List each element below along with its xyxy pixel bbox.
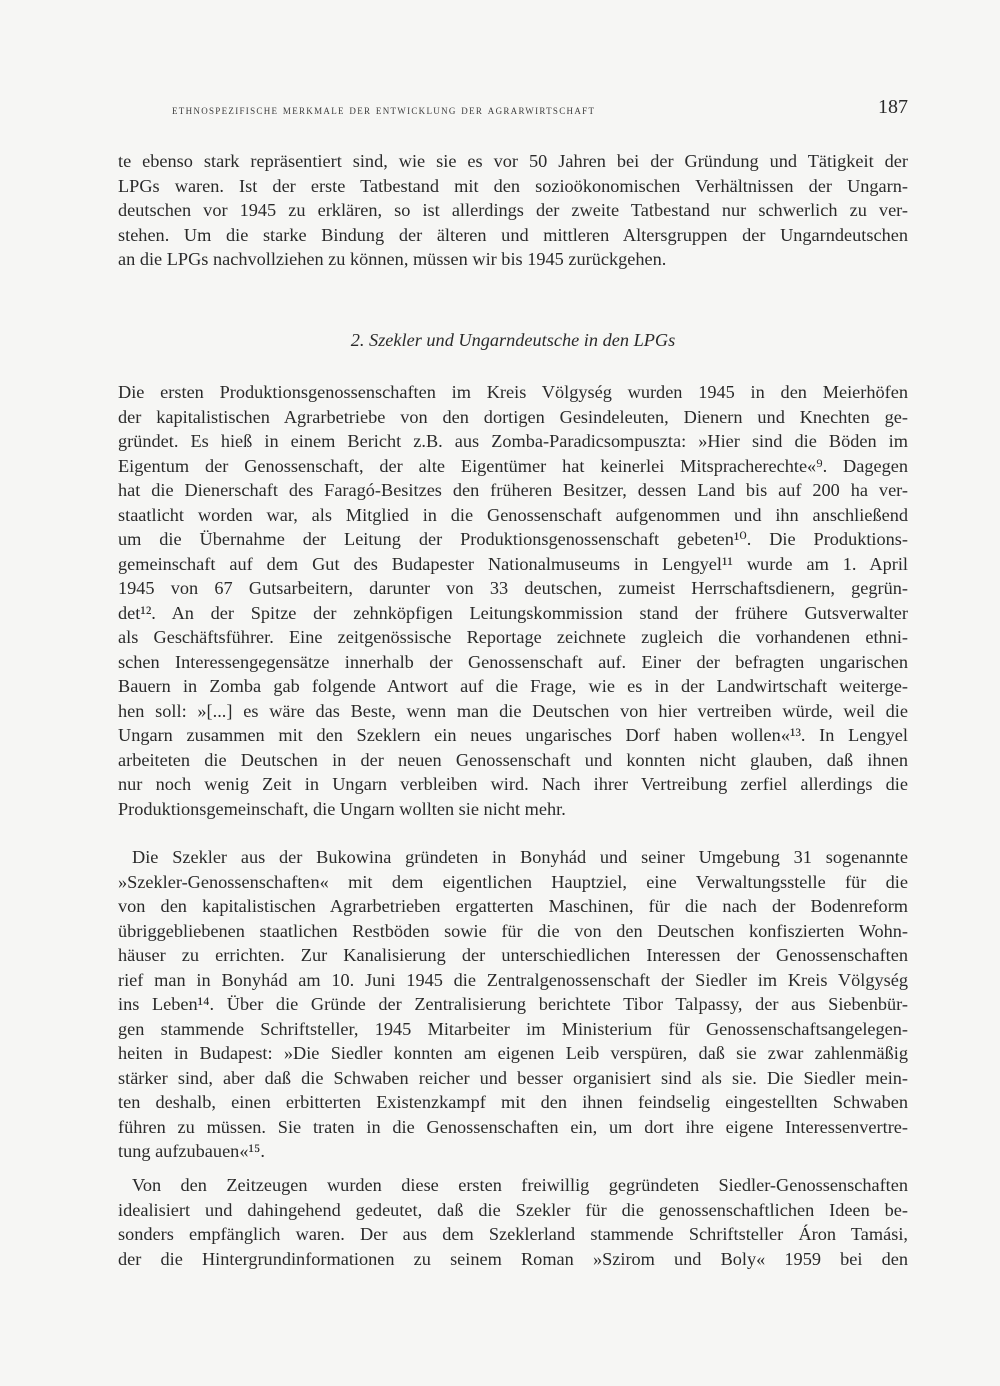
text-line: hen soll: »[...] es wäre das Beste, wenn man die Deutschen von hier vertreiben würde, weil die bbox=[118, 700, 908, 721]
text-line: »Szekler-Genossenschaften« mit dem eigentlichen Hauptziel, eine Verwaltungsstelle für die bbox=[118, 871, 908, 892]
text-line: tung aufzubauen«¹⁵. bbox=[118, 1141, 265, 1161]
text-line: hat die Dienerschaft des Faragó-Besitzes den früheren Besitzer, dessen Land bis auf 200 ha ver- bbox=[118, 480, 908, 500]
text-line: Von den Zeitzeugen wurden diese ersten freiwillig gegründeten Siedler-Genossenschaften bbox=[132, 1175, 908, 1195]
text-line: übriggebliebenen staatlichen Restböden sowie für die von den Deutschen konfiszierten Wohn- bbox=[118, 920, 908, 941]
page-number: 187 bbox=[878, 96, 908, 118]
text-line: schen Interessengegensätze innerhalb der Genossenschaft auf. Einer der befragten ungarischen bbox=[118, 651, 908, 672]
text-line: der die Hintergrundinformationen zu seinem Roman »Szirom und Boly« 1959 bei den bbox=[118, 1248, 908, 1269]
text-line: führen zu müssen. Sie traten in die Genossenschaften ein, um dort ihre eigene Interessenvertre- bbox=[118, 1116, 908, 1137]
text-line: gen stammende Schriftsteller, 1945 Mitarbeiter im Ministerium für Genossenschaftsangelegen- bbox=[118, 1018, 908, 1039]
page-header bbox=[172, 96, 908, 126]
text-line: stehen. Um die starke Bindung der älteren und mittleren Altersgruppen der Ungarndeutschen bbox=[118, 224, 908, 245]
text-line: Ungarn zusammen mit den Szeklern ein neues ungarisches Dorf haben wollen«¹³. In Lengyel bbox=[118, 725, 908, 745]
text-line: rief man in Bonyhád am 10. Juni 1945 die Zentralgenossenschaft der Siedler im Kreis Völgység bbox=[118, 969, 908, 990]
text-line: gründet. Es hieß in einem Bericht z.B. aus Zomba-Paradicsompuszta: »Hier sind die Böden im bbox=[118, 431, 908, 451]
text-line: an die LPGs nachvollziehen zu können, müssen wir bis 1945 zurückgehen. bbox=[118, 249, 667, 269]
text-line: Bauern in Zomba gab folgende Antwort auf die Frage, wie es in der Landwirtschaft weiterge- bbox=[118, 676, 908, 696]
paragraph-4 bbox=[118, 1173, 908, 1271]
text-line: LPGs waren. Ist der erste Tatbestand mit den sozioökonomischen Verhältnissen der Ungarn- bbox=[118, 175, 908, 196]
text-line: 1945 von 67 Gutsarbeitern, darunter von 33 deutschen, zumeist Herrschaftsdienern, gegrün- bbox=[118, 578, 908, 598]
text-line: von den kapitalistischen Agrarbetrieben ergatterten Maschinen, für die nach der Bodenreform bbox=[118, 896, 908, 916]
text-line: Eigentum der Genossenschaft, der alte Eigentümer hat keinerlei Mitspracherechte«⁹. Dagegen bbox=[118, 455, 908, 476]
text-line: als Geschäftsführer. Eine zeitgenössische Reportage zeichnete zugleich die vorhandenen ethni- bbox=[118, 627, 908, 647]
text-line: um die Übernahme der Leitung der Produktionsgenossenschaft gebeten¹⁰. Die Produktions- bbox=[118, 529, 908, 549]
text-line: arbeiteten die Deutschen in der neuen Genossenschaft und konnten nicht glauben, daß ihnen bbox=[118, 749, 908, 770]
text-line: ins Leben¹⁴. Über die Gründe der Zentralisierung berichtete Tibor Talpassy, der aus Siebenbür- bbox=[118, 994, 908, 1014]
text-line: det¹². An der Spitze der zehnköpfigen Leitungskommission stand der frühere Gutsverwalter bbox=[118, 602, 908, 623]
text-line: Produktionsgemeinschaft, die Ungarn wollten sie nicht mehr. bbox=[118, 798, 566, 819]
text-line: sonders empfänglich waren. Der aus dem Szeklerland stammende Schriftsteller Áron Tamási, bbox=[118, 1224, 908, 1244]
text-line: staatlicht worden war, als Mitglied in die Genossenschaft aufgenommen und ihn anschließend bbox=[118, 504, 908, 525]
text-line: der kapitalistischen Agrarbetriebe von den dortigen Gesindeleuten, Dienern und Knechten ge- bbox=[118, 406, 908, 427]
paragraph-1 bbox=[118, 149, 908, 272]
text-line: Die ersten Produktionsgenossenschaften im Kreis Völgység wurden 1945 in den Meierhöfen bbox=[118, 382, 908, 402]
text-line: gemeinschaft auf dem Gut des Budapester Nationalmuseums in Lengyel¹¹ wurde am 1. April bbox=[118, 553, 908, 574]
text-line: häuser zu errichten. Zur Kanalisierung der unterschiedlichen Interessen der Genossenschaften bbox=[118, 945, 908, 965]
section-heading: 2. Szekler und Ungarndeutsche in den LPGs bbox=[350, 330, 676, 350]
text-line: Die Szekler aus der Bukowina gründeten in Bonyhád und seiner Umgebung 31 sogenannte bbox=[132, 847, 908, 867]
running-title: ethnospezifische merkmale der entwicklung der agrarwirtschaft bbox=[172, 102, 596, 117]
text-line: ten deshalb, einen erbitterten Existenzkampf mit den ihnen feindselig eingestellten Schwaben bbox=[118, 1092, 908, 1112]
text-line: te ebenso stark repräsentiert sind, wie sie es vor 50 Jahren bei der Gründung und Tätigkeit der bbox=[118, 151, 908, 171]
paragraph-2 bbox=[118, 380, 908, 821]
text-line: nur noch wenig Zeit in Ungarn verbleiben wird. Nach ihrer Vertreibung zerfiel allerdings die bbox=[118, 774, 908, 794]
text-line: idealisiert und dahingehend gedeutet, daß die Szekler für die genossenschaftlichen Ideen be- bbox=[118, 1199, 908, 1220]
text-line: heiten in Budapest: »Die Siedler konnten am eigenen Leib verspüren, daß sie zwar zahlenmäßig bbox=[118, 1043, 908, 1063]
text-line: deutschen vor 1945 zu erklären, so ist allerdings der zweite Tatbestand nur schwerlich zu ver- bbox=[118, 200, 908, 220]
paragraph-3 bbox=[118, 845, 908, 1164]
text-line: stärker sind, aber daß die Schwaben reicher und besser organisiert sind als sie. Die Siedler mein- bbox=[118, 1067, 908, 1088]
